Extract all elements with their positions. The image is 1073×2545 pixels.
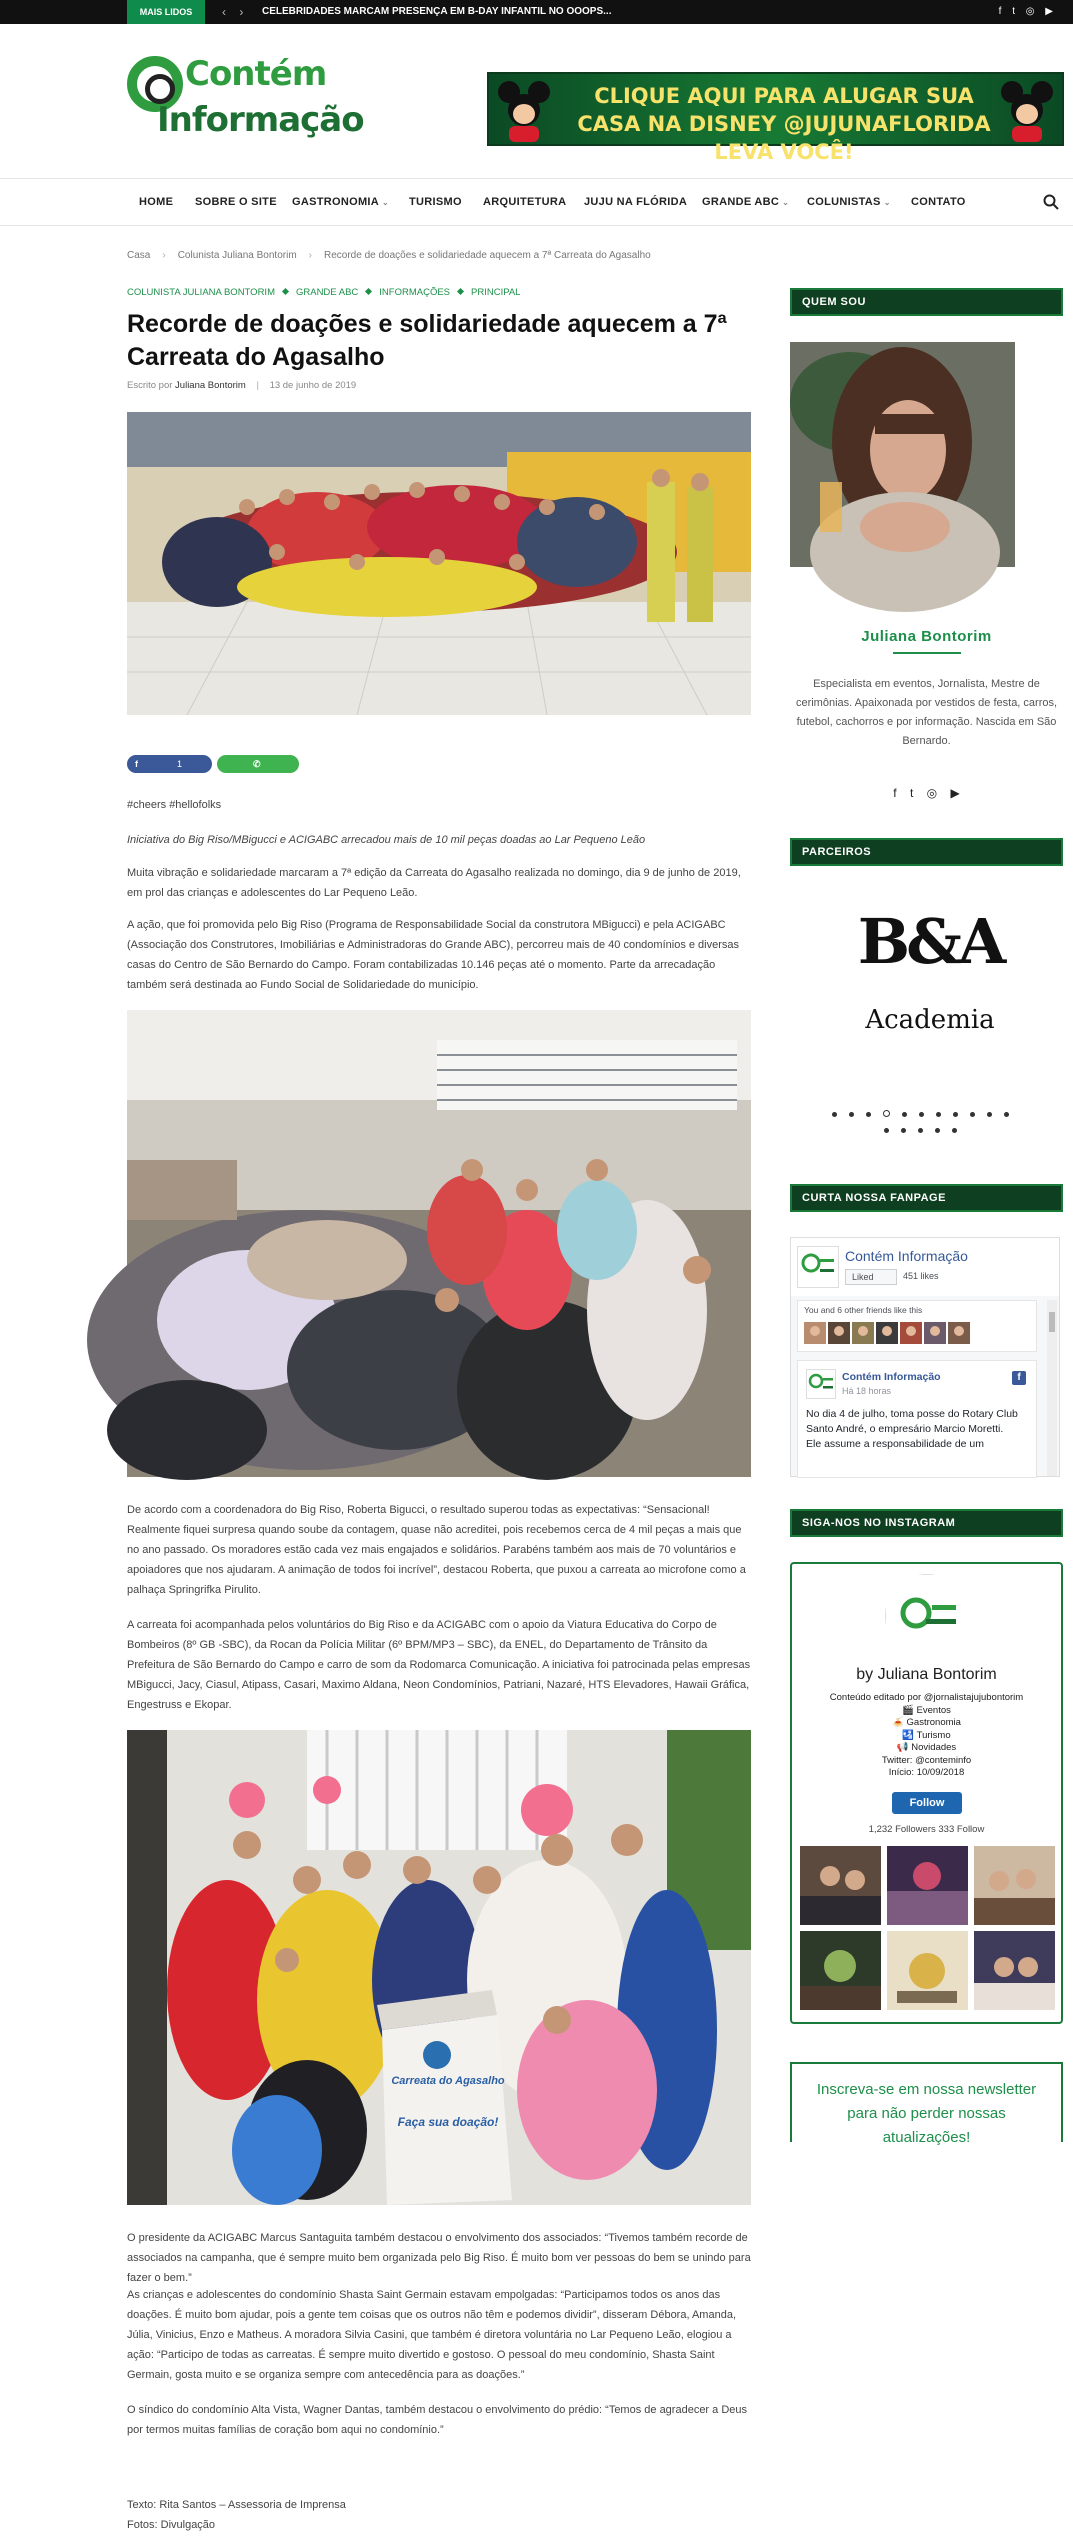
- byline-author-link[interactable]: Juliana Bontorim: [175, 380, 246, 391]
- ticker-prev-button[interactable]: ‹: [222, 5, 226, 19]
- fb-post-logo[interactable]: [806, 1369, 836, 1399]
- fb-post: [797, 1360, 1037, 1478]
- search-icon[interactable]: [1042, 193, 1060, 211]
- carousel-dot[interactable]: [952, 1128, 957, 1133]
- ig-desc-line: Início: 10/09/2018: [888, 1767, 965, 1778]
- article-categories: [127, 287, 520, 298]
- box-caption-1: Carreata do Agasalho: [391, 2075, 505, 2087]
- top-bar: [0, 0, 1073, 24]
- fb-friends-text: You and 6 other friends like this: [804, 1305, 923, 1315]
- instagram-by-line: by Juliana Bontorim: [856, 1666, 997, 1683]
- breadcrumb-home[interactable]: Casa: [127, 250, 151, 261]
- author-bio: Especialista em eventos, Jornalista, Mestre de cerimônias. Apaixonada por vestidos de festa, carros, futebol, cachorros e por informação. Nascida em São Bernardo.: [795, 678, 1058, 747]
- ig-desc-line: 🛂 Turismo: [902, 1729, 951, 1741]
- carousel-dot[interactable]: [901, 1128, 906, 1133]
- facebook-icon[interactable]: f: [998, 6, 1002, 17]
- article-photo-2: [127, 1010, 751, 1477]
- byline-date: 13 de junho de 2019: [269, 380, 357, 391]
- nav-item-arquitetura[interactable]: ARQUITETURA: [483, 196, 567, 208]
- friend-avatar[interactable]: [852, 1322, 874, 1344]
- chevron-down-icon: ⌄: [382, 198, 390, 207]
- carousel-dot[interactable]: [953, 1112, 958, 1117]
- friend-avatar[interactable]: [900, 1322, 922, 1344]
- carousel-dot[interactable]: [832, 1112, 837, 1117]
- friend-avatar[interactable]: [876, 1322, 898, 1344]
- category-link[interactable]: PRINCIPAL: [471, 287, 521, 298]
- article-photo-1: [127, 412, 751, 715]
- ticker-arrows: [222, 0, 253, 24]
- instagram-counts: 1,232 Followers 333 Follow: [868, 1824, 985, 1835]
- breadcrumb-sep: ›: [162, 250, 166, 261]
- fb-post-text: [806, 1407, 1026, 1452]
- instagram-description: [792, 1692, 1061, 1780]
- byline-sep: |: [256, 380, 259, 391]
- hashtags: #cheers #hellofolks: [127, 799, 222, 811]
- newsletter-box[interactable]: [790, 2062, 1063, 2146]
- nav-item-juju-florida[interactable]: JUJU NA FLÓRIDA: [584, 196, 688, 208]
- article-paragraph: A carreata foi acompanhada pelos voluntários do Big Riso e da ACIGABC com o apoio da Viatura Educativa do Corpo de Bombeiros (8º GB -SBC), da Rocan da Polícia Militar (6º BPM/MP3 – SBC), da ENEL, do Departamento de Trânsito da Prefeitura de São Bernardo do Campo e carro de som da Rodomarca Comunicação. A iniciativa foi patrocinada pelas empresas MBigucci, Jacy, Ciasul, Atipass, Casari, Maximo Aldana, Neon Condomínios, Patriani, Nazaré, HTS Elevadores, Hawaii Gráfica, Engestruss e Ekopar.: [127, 1619, 751, 1711]
- widget-title-fanpage: CURTA NOSSA FANPAGE: [790, 1184, 1063, 1212]
- mickey-icon: [998, 80, 1056, 142]
- credit-photos: Fotos: Divulgação: [127, 2519, 216, 2531]
- author-divider: [893, 652, 961, 654]
- article-title: Recorde de doações e solidariedade aquecem a 7ª Carreata do Agasalho: [127, 310, 727, 371]
- box-caption-2: Faça sua doação!: [397, 2115, 499, 2129]
- instagram-widget: [790, 1562, 1063, 2024]
- share-count: 1: [177, 759, 183, 769]
- carousel-dot[interactable]: [987, 1112, 992, 1117]
- fb-post-text-1: No dia 4 de julho, toma posse do Rotary Club Santo André, o empresário Marcio Moretti.: [806, 1408, 1018, 1435]
- carousel-dot[interactable]: [849, 1112, 854, 1117]
- instagram-thumb[interactable]: [887, 1846, 968, 1925]
- ig-desc-line: 📢 Novidades: [896, 1742, 957, 1753]
- ig-desc-line: Conteúdo editado por @jornalistajujubontorim: [829, 1692, 1024, 1703]
- category-dot: [282, 288, 289, 295]
- category-dot: [457, 288, 464, 295]
- partner-logo-mark: B&A: [857, 905, 1003, 978]
- instagram-thumb[interactable]: [887, 1931, 968, 2010]
- logo-word-2: Informação: [157, 100, 364, 140]
- nav-item-colunistas[interactable]: [807, 179, 891, 225]
- facebook-icon: f: [135, 759, 138, 769]
- ticker-next-button[interactable]: ›: [239, 5, 244, 19]
- breadcrumb-sep: ›: [308, 250, 312, 261]
- article-paragraph: A ação, que foi promovida pelo Big Riso (Programa de Responsabilidade Social da construtora MBigucci) e pela ACIGABC (Associação dos Construtores, Imobiliárias e Administradoras do Grande ABC), percorreu mais de 40 condomínios e diversas casas do Centro de São Bernardo do Campo. Foram contabilizadas 10.146 peças até o momento. Parte da arrecadação também será destinada ao Fundo Social de Solidariedade do município.: [127, 919, 740, 991]
- nav-item-turismo[interactable]: TURISMO: [409, 196, 462, 208]
- instagram-thumb[interactable]: [800, 1846, 881, 1925]
- category-dot: [365, 288, 372, 295]
- instagram-profile-logo[interactable]: [885, 1574, 969, 1658]
- carousel-dot[interactable]: [935, 1128, 940, 1133]
- instagram-thumb[interactable]: [974, 1846, 1055, 1925]
- fb-post-author[interactable]: Contém Informação: [842, 1371, 941, 1383]
- banner-text: CLIQUE AQUI PARA ALUGAR SUA CASA NA DISNEY @JUJUNAFLORIDA LEVA VOCÊ!: [577, 84, 991, 164]
- author-name: Juliana Bontorim: [861, 628, 992, 645]
- facebook-share-button[interactable]: [127, 755, 212, 773]
- category-link[interactable]: COLUNISTA JULIANA BONTORIM: [127, 287, 275, 298]
- category-link[interactable]: INFORMAÇÕES: [379, 287, 451, 298]
- instagram-follow-button[interactable]: Follow: [892, 1792, 962, 1814]
- fb-header: [791, 1238, 1059, 1296]
- article-paragraph: De acordo com a coordenadora do Big Riso, Roberta Bigucci, o resultado superou todas as expectativas: “Sensacional! Realmente fiquei surpresa quando soube da contagem, quase não acreditei, pois recebemos cerca de 4 mil peças a mais que no ano passado. Os moradores estão cada vez mais engajados e solidários. Parabéns também aos mais de 70 voluntários e apoiadores que nos ajudaram. A animação de todos foi incrível”, destacou Roberta, que puxou a carreata ao microfone como a palhaça Springrifka Pirulito.: [127, 1504, 746, 1596]
- nav-item-contato[interactable]: CONTATO: [911, 196, 966, 208]
- fb-post-time[interactable]: Há 18 horas: [842, 1386, 892, 1396]
- mickey-icon: [495, 80, 553, 142]
- breadcrumb-category[interactable]: Colunista Juliana Bontorim: [177, 250, 297, 261]
- site-logo[interactable]: [127, 52, 364, 152]
- nav-item-grande-abc[interactable]: [702, 179, 789, 225]
- article-byline: [127, 380, 356, 391]
- carousel-dot[interactable]: [866, 1112, 871, 1117]
- instagram-thumb[interactable]: [800, 1931, 881, 2010]
- twitter-icon[interactable]: t: [909, 786, 914, 800]
- breadcrumb: [127, 250, 651, 261]
- chevron-down-icon: ⌄: [883, 198, 891, 207]
- twitter-icon[interactable]: t: [1012, 6, 1015, 17]
- nav-item-home[interactable]: HOME: [139, 196, 174, 208]
- instagram-thumb[interactable]: [974, 1931, 1055, 2010]
- ig-desc-line: 🎬 Eventos: [902, 1704, 951, 1716]
- article-lead: Iniciativa do Big Riso/MBigucci e ACIGABC arrecadou mais de 10 mil peças doadas ao Lar Pequeno Leão: [127, 834, 646, 846]
- carousel-dots: [800, 1105, 1040, 1137]
- article-photo-3: [127, 1730, 751, 2205]
- instagram-icon[interactable]: ◎: [1025, 6, 1035, 17]
- credit-text: Texto: Rita Santos – Assessoria de Imprensa: [127, 2499, 346, 2511]
- ad-banner[interactable]: [487, 72, 1064, 164]
- ig-desc-line: Twitter: @conteminfo: [881, 1754, 972, 1766]
- fb-post-text-2: Ele assume a responsabilidade de um: [806, 1438, 985, 1450]
- facebook-page-plugin: [790, 1237, 1060, 1477]
- carousel-dot[interactable]: [884, 1128, 889, 1133]
- youtube-icon[interactable]: ▶: [1045, 6, 1053, 17]
- top-social-links: [991, 0, 1053, 24]
- nav-label: GASTRONOMIA: [292, 196, 380, 208]
- carousel-dot[interactable]: [918, 1128, 923, 1133]
- nav-item-sobre[interactable]: SOBRE O SITE: [195, 196, 277, 208]
- carousel-dot-active[interactable]: [883, 1110, 890, 1117]
- breadcrumb-current: Recorde de doações e solidariedade aquecem a 7ª Carreata do Agasalho: [324, 250, 651, 261]
- carousel-dot[interactable]: [1004, 1112, 1009, 1117]
- nav-label: COLUNISTAS: [807, 196, 881, 208]
- chevron-down-icon: ⌄: [782, 198, 790, 207]
- instagram-icon[interactable]: ◎: [926, 786, 938, 800]
- article-paragraph: As crianças e adolescentes do condomínio Shasta Saint Germain estavam empolgadas: “Participamos todos os anos das doações. É muito bom ajudar, pois a gente tem coisas que os outros não têm e podemos dividir”, disseram Débora, Amanda, Júlia, Vinicius, Enzo e Matheus. A moradora Silvia Casini, que também é diretora voluntária no Lar Pequeno Leão, elogiou a ação: “Participo de todas as carreatas. É sempre muito divertido e gostoso. O pessoal do meu condomínio, Shasta Saint Germain, gosta muito e se organiza sempre com antecedência para as doações.”: [127, 2289, 736, 2381]
- nav-label: GRANDE ABC: [702, 196, 780, 208]
- carousel-dot[interactable]: [919, 1112, 924, 1117]
- partner-logo[interactable]: [830, 905, 1030, 1055]
- friend-avatar[interactable]: [924, 1322, 946, 1344]
- newsletter-text: Inscreva-se em nossa newsletter para não perder nossas atualizações!: [816, 2081, 1037, 2146]
- byline-prefix: Escrito por: [127, 380, 173, 391]
- widget-title-about: QUEM SOU: [790, 288, 1063, 316]
- facebook-icon: f: [1012, 1371, 1026, 1385]
- nav-item-gastronomia[interactable]: [292, 179, 389, 225]
- fb-scrollbar[interactable]: [1047, 1300, 1057, 1476]
- carousel-dot[interactable]: [902, 1112, 907, 1117]
- friend-avatar[interactable]: [828, 1322, 850, 1344]
- friend-avatar[interactable]: [948, 1322, 970, 1344]
- fb-like-count: 451 likes: [903, 1271, 939, 1281]
- fb-friends-box: [797, 1300, 1037, 1352]
- author-social-links: [790, 786, 1063, 800]
- carousel-dot[interactable]: [936, 1112, 941, 1117]
- facebook-icon[interactable]: f: [893, 786, 897, 800]
- fb-page-name-link[interactable]: Contém Informação: [845, 1248, 968, 1264]
- ticker-headline-link[interactable]: CELEBRIDADES MARCAM PRESENÇA EM B-DAY INFANTIL NO OOOPS...: [262, 6, 612, 17]
- logo-word-1: Contém: [185, 54, 327, 94]
- article-paragraph: O presidente da ACIGABC Marcus Santaguita também destacou o envolvimento dos associados: “Tivemos também recorde de associados na campanha, que é sempre muito bem organizada pelo Big Riso. É muito bom ver pessoas do bem se unindo para fazer o bem.”: [127, 2232, 751, 2284]
- article-paragraph: Muita vibração e solidariedade marcaram a 7ª edição da Carreata do Agasalho realizada no domingo, dia 9 de junho de 2019, em prol das crianças e adolescentes do Lar Pequeno Leão.: [127, 867, 741, 899]
- article-paragraph: O síndico do condomínio Alta Vista, Wagner Dantas, também destacou o envolvimento do prédio: “Temos de agradecer a Deus por termos muitas famílias de coração bom aqui no condomínio.”: [127, 2404, 748, 2436]
- main-nav: [0, 178, 1073, 226]
- whatsapp-icon: ✆: [253, 759, 261, 769]
- youtube-icon[interactable]: ▶: [950, 786, 960, 800]
- most-read-tag: MAIS LIDOS: [127, 0, 205, 24]
- carousel-dot[interactable]: [970, 1112, 975, 1117]
- partner-logo-sub: Academia: [865, 1005, 995, 1035]
- fb-like-button[interactable]: Liked: [845, 1269, 897, 1285]
- category-link[interactable]: GRANDE ABC: [295, 287, 359, 298]
- ig-desc-line: 🍝 Gastronomia: [892, 1717, 961, 1728]
- fb-page-logo[interactable]: [797, 1246, 839, 1288]
- widget-title-partners: PARCEIROS: [790, 838, 1063, 866]
- author-avatar: [790, 342, 1015, 567]
- widget-title-instagram: SIGA-NOS NO INSTAGRAM: [790, 1509, 1063, 1537]
- whatsapp-share-button[interactable]: [217, 755, 299, 773]
- friend-avatar[interactable]: [804, 1322, 826, 1344]
